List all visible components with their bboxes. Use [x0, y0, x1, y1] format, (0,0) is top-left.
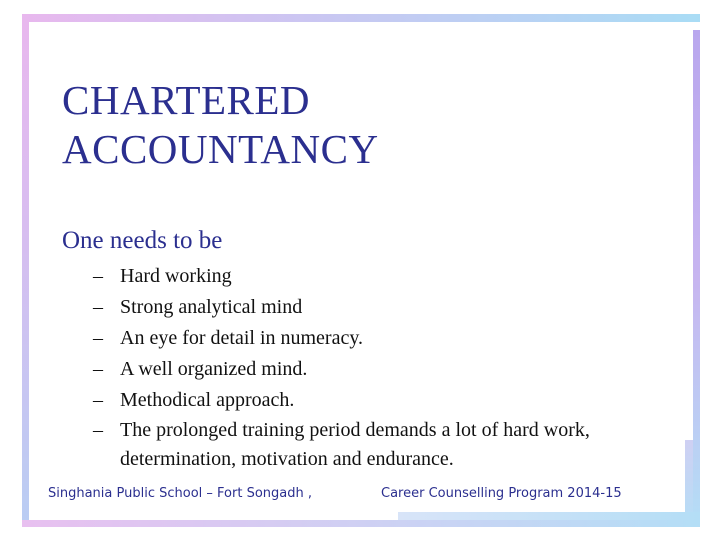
- frame-right-bar: [693, 30, 700, 527]
- slide-title: CHARTERED ACCOUNTANCY: [62, 77, 379, 172]
- intro-text: One needs to be: [62, 227, 223, 254]
- bullet-list: [93, 261, 653, 474]
- bullet-item: [93, 323, 653, 354]
- bullet-dash: –: [93, 265, 103, 287]
- bullet-item: [93, 354, 653, 385]
- bullet-item: [93, 385, 653, 416]
- bullet-dash: –: [93, 419, 103, 441]
- bullet-item: [93, 416, 653, 474]
- bullet-text: A well organized mind.: [120, 358, 308, 380]
- bullet-text: Strong analytical mind: [120, 296, 303, 318]
- footer: [48, 486, 688, 501]
- frame-left-bar: [22, 22, 29, 526]
- bullet-dash: –: [93, 389, 103, 411]
- bullet-dash: –: [93, 296, 103, 318]
- bullet-dash: –: [93, 358, 103, 380]
- bullet-text: An eye for detail in numeracy.: [120, 327, 364, 349]
- bullet-item: [93, 292, 653, 323]
- footer-school: Singhania Public School – Fort Songadh ,: [48, 486, 312, 501]
- bullet-item: [93, 261, 653, 292]
- bullet-text: Hard working: [120, 265, 232, 287]
- frame-bottom-accent: [398, 512, 700, 520]
- frame-top-bar: [22, 14, 700, 22]
- bullet-text: The prolonged training period demands a lot of hard work, determination, motivation and endurance.: [120, 419, 590, 470]
- frame-bottom-bar: [22, 520, 700, 527]
- bullet-dash: –: [93, 327, 103, 349]
- footer-program: Career Counselling Program 2014-15: [381, 486, 622, 501]
- bullet-text: Methodical approach.: [120, 389, 295, 411]
